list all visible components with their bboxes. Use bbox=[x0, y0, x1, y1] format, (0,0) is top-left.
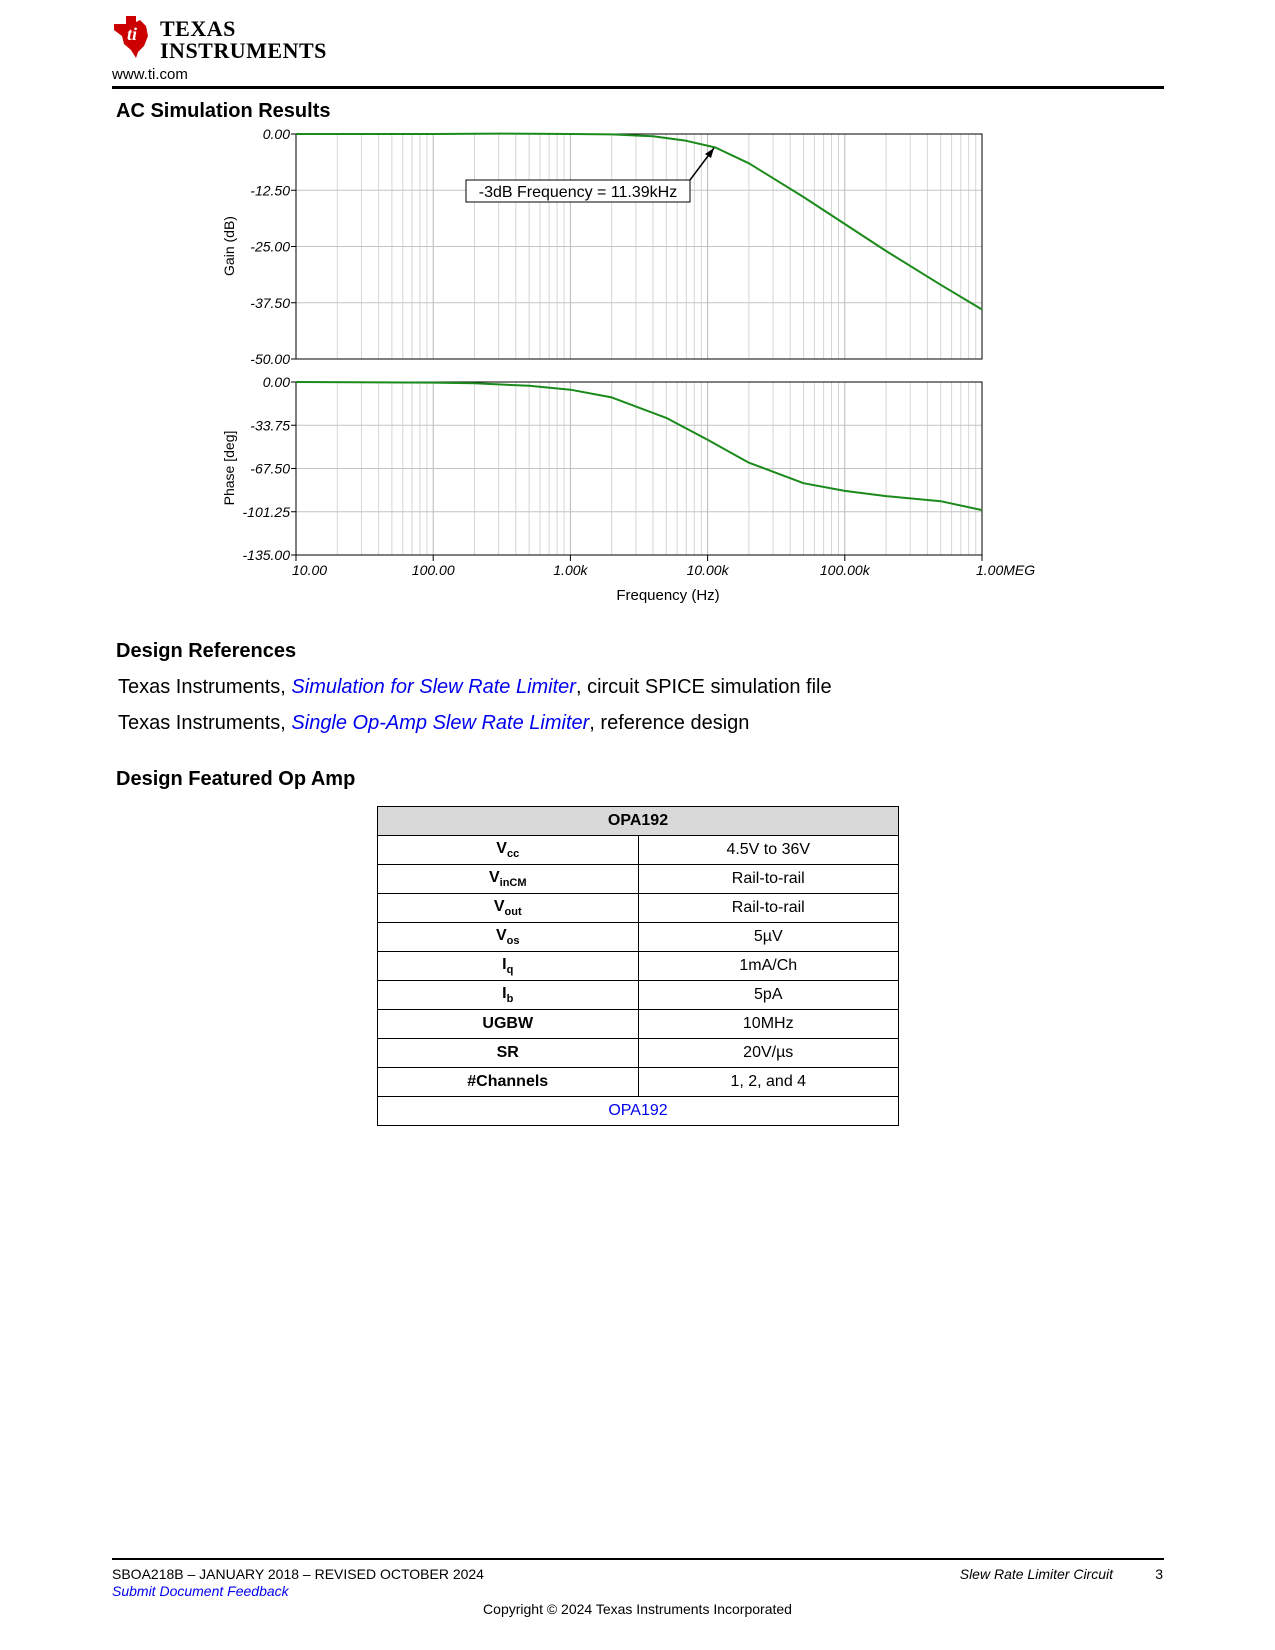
param-vincm: $V_{inCM}$ bbox=[378, 865, 639, 894]
param-vout: $V_{out}$ bbox=[378, 894, 639, 923]
ref-item-2 bbox=[118, 712, 749, 735]
table-row bbox=[378, 1010, 899, 1039]
value-vout: Rail-to-rail bbox=[638, 894, 899, 923]
value-vincm: Rail-to-rail bbox=[638, 865, 899, 894]
param-sr: SR bbox=[378, 1039, 639, 1068]
ref-2-link[interactable]: Single Op-Amp Slew Rate Limiter bbox=[291, 712, 590, 734]
value-ib: 5pA bbox=[638, 981, 899, 1010]
table-row bbox=[378, 923, 899, 952]
phase-xlabel: Frequency (Hz) bbox=[616, 587, 720, 604]
ref-1-suffix: , circuit SPICE simulation file bbox=[575, 676, 832, 698]
phase-xtick-label: 10.00 bbox=[292, 562, 328, 578]
footer-page-number: 3 bbox=[1155, 1566, 1163, 1582]
gain-ytick-label: -25.00 bbox=[250, 238, 290, 255]
phase-xtick-label: 1.00MEG bbox=[976, 562, 1036, 578]
phase-ytick-label: -33.75 bbox=[250, 417, 290, 434]
value-ugbw: 10MHz bbox=[638, 1010, 899, 1039]
table-row bbox=[378, 836, 899, 865]
ref-item-1 bbox=[118, 676, 832, 699]
phase-ytick-label: -67.50 bbox=[250, 460, 290, 477]
ti-logo bbox=[112, 14, 327, 63]
phase-xtick-label: 100.00 bbox=[411, 562, 455, 578]
ref-2-suffix: , reference design bbox=[589, 712, 750, 734]
phase-xtick-label: 1.00k bbox=[553, 562, 588, 578]
gain-series-line bbox=[296, 134, 982, 310]
gain-ytick-label: -37.50 bbox=[250, 294, 290, 311]
footer-rule bbox=[112, 1558, 1164, 1560]
brand-line1: TEXAS bbox=[160, 16, 236, 41]
brand-line2: INSTRUMENTS bbox=[160, 38, 327, 63]
ac-simulation-chart bbox=[200, 120, 1080, 610]
submit-feedback-link[interactable]: Submit Document Feedback bbox=[112, 1583, 289, 1599]
value-sr: 20V/µs bbox=[638, 1039, 899, 1068]
table-row bbox=[378, 1039, 899, 1068]
header-rule bbox=[112, 86, 1164, 89]
table-row bbox=[378, 1068, 899, 1097]
table-row bbox=[378, 952, 899, 981]
table-row bbox=[378, 894, 899, 923]
ref-1-link[interactable]: Simulation for Slew Rate Limiter bbox=[291, 676, 576, 698]
param-channels: #Channels bbox=[378, 1068, 639, 1097]
value-vcc: 4.5V to 36V bbox=[638, 836, 899, 865]
value-iq: 1mA/Ch bbox=[638, 952, 899, 981]
annotation-text: -3dB Frequency = 11.39kHz bbox=[478, 184, 678, 201]
phase-ytick-label: -101.25 bbox=[242, 503, 290, 520]
param-ib: $I_b$ bbox=[378, 981, 639, 1010]
param-vcc: $V_{cc}$ bbox=[378, 836, 639, 865]
table-header-part: OPA192 bbox=[378, 807, 899, 836]
phase-series-line bbox=[296, 382, 982, 510]
param-vos: $V_{os}$ bbox=[378, 923, 639, 952]
refs-heading: Design References bbox=[116, 640, 297, 662]
phase-ytick-label: -135.00 bbox=[242, 547, 290, 563]
value-channels: 1, 2, and 4 bbox=[638, 1068, 899, 1097]
table-row bbox=[378, 865, 899, 894]
phase-xtick-label: 100.00k bbox=[819, 562, 870, 578]
svg-text:ti: ti bbox=[127, 24, 138, 44]
footer-doc-title: Slew Rate Limiter Circuit bbox=[959, 1566, 1113, 1582]
param-iq: $I_q$ bbox=[378, 952, 639, 981]
value-vos: 5µV bbox=[638, 923, 899, 952]
phase-ytick-label: 0.00 bbox=[262, 374, 290, 390]
site-url[interactable]: www.ti.com bbox=[112, 66, 188, 83]
footer-copyright: Copyright © 2024 Texas Instruments Incorporated bbox=[483, 1601, 792, 1617]
opamp-heading: Design Featured Op Amp bbox=[116, 768, 356, 790]
ref-2-prefix: Texas Instruments, bbox=[118, 712, 292, 734]
gain-ytick-label: 0.00 bbox=[262, 126, 290, 142]
ac-heading: AC Simulation Results bbox=[116, 100, 331, 122]
phase-ylabel: Phase [deg] bbox=[221, 430, 237, 506]
gain-ytick-label: -50.00 bbox=[250, 351, 290, 367]
phase-xtick-label: 10.00k bbox=[686, 562, 729, 578]
gain-ytick-label: -12.50 bbox=[250, 182, 290, 199]
gain-ylabel: Gain (dB) bbox=[221, 216, 237, 276]
footer-doc-id: SBOA218B – JANUARY 2018 – REVISED OCTOBER 2024 bbox=[112, 1566, 484, 1582]
param-ugbw: UGBW bbox=[378, 1010, 639, 1039]
opamp-spec-table bbox=[377, 806, 899, 1126]
ref-1-prefix: Texas Instruments, bbox=[118, 676, 292, 698]
opamp-link-cell bbox=[378, 1097, 899, 1126]
table-row bbox=[378, 981, 899, 1010]
annotation-arrowhead bbox=[705, 148, 714, 158]
opamp-product-link[interactable]: OPA192 bbox=[608, 1102, 668, 1119]
ti-logo-icon bbox=[112, 14, 156, 58]
